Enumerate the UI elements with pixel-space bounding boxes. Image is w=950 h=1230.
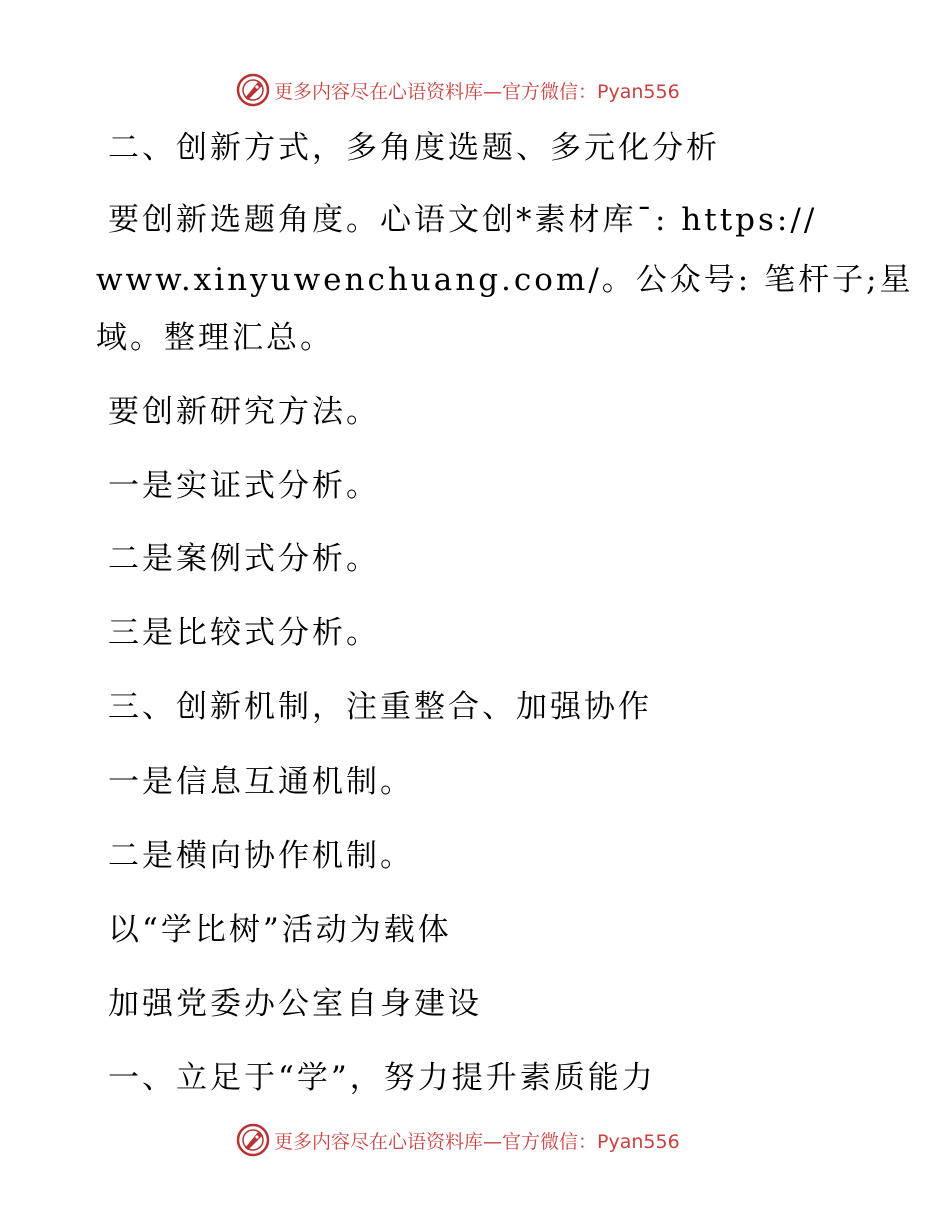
- heading-section-three: 三、创新机制，注重整合、加强协作: [108, 689, 652, 725]
- paragraph-line: 一是信息互通机制。: [108, 764, 414, 800]
- watermark-text: 更多内容尽在心语资料库—官方微信：Pyan556: [274, 1130, 680, 1153]
- paragraph-line: 一是实证式分析。: [108, 468, 380, 504]
- paragraph-line: 要创新选题角度。心语文创*素材库¯: https://: [108, 202, 818, 238]
- paragraph-line: 要创新研究方法。: [108, 394, 380, 430]
- paragraph-line: 加强党委办公室自身建设: [108, 986, 482, 1022]
- footer-watermark-banner: [236, 1122, 680, 1158]
- paragraph-line: 三是比较式分析。: [108, 615, 380, 651]
- heading-section-one: 一、立足于“学”，努力提升素质能力: [108, 1060, 656, 1096]
- watermark-text: 更多内容尽在心语资料库—官方微信：Pyan556: [274, 80, 680, 103]
- paragraph-line: www.xinyuwenchuang.com/。公众号: 笔杆子;星: [96, 262, 914, 298]
- pen-nib-logo-icon: [236, 73, 270, 107]
- paragraph-line: 以“学比树”活动为载体: [108, 912, 452, 948]
- heading-section-two: 二、创新方式，多角度选题、多元化分析: [108, 130, 720, 166]
- paragraph-line: 域。整理汇总。: [96, 320, 334, 356]
- pen-nib-logo-icon: [236, 1123, 270, 1157]
- paragraph-line: 二是案例式分析。: [108, 541, 380, 577]
- header-watermark-banner: [236, 72, 680, 108]
- paragraph-line: 二是横向协作机制。: [108, 838, 414, 874]
